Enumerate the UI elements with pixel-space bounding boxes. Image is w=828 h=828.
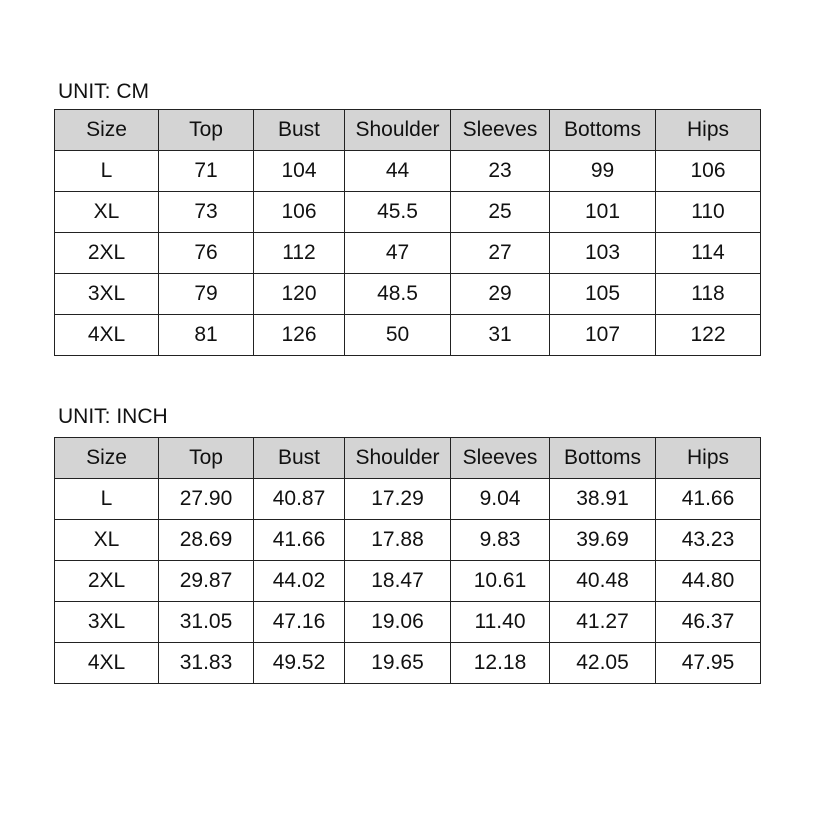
measurement-cell: 40.87 xyxy=(254,479,345,520)
measurement-cell: 18.47 xyxy=(345,561,451,602)
size-cell: 4XL xyxy=(55,315,159,356)
measurement-cell: 71 xyxy=(159,151,254,192)
measurement-cell: 27 xyxy=(451,233,550,274)
size-cell: 2XL xyxy=(55,561,159,602)
size-table-cm xyxy=(54,109,761,356)
table-row xyxy=(55,151,761,192)
column-header: Bust xyxy=(254,110,345,151)
table-row xyxy=(55,643,761,684)
measurement-cell: 29.87 xyxy=(159,561,254,602)
table-header xyxy=(55,110,761,151)
table-row xyxy=(55,561,761,602)
measurement-cell: 118 xyxy=(656,274,761,315)
measurement-cell: 47 xyxy=(345,233,451,274)
header-row xyxy=(55,438,761,479)
measurement-cell: 38.91 xyxy=(550,479,656,520)
column-header: Size xyxy=(55,110,159,151)
measurement-cell: 105 xyxy=(550,274,656,315)
measurement-cell: 44.80 xyxy=(656,561,761,602)
measurement-cell: 42.05 xyxy=(550,643,656,684)
measurement-cell: 31 xyxy=(451,315,550,356)
measurement-cell: 27.90 xyxy=(159,479,254,520)
table-row xyxy=(55,233,761,274)
measurement-cell: 112 xyxy=(254,233,345,274)
size-cell: 3XL xyxy=(55,602,159,643)
table-row xyxy=(55,602,761,643)
measurement-cell: 47.16 xyxy=(254,602,345,643)
size-cell: XL xyxy=(55,192,159,233)
measurement-cell: 110 xyxy=(656,192,761,233)
table-row xyxy=(55,274,761,315)
measurement-cell: 41.27 xyxy=(550,602,656,643)
measurement-cell: 9.83 xyxy=(451,520,550,561)
size-cell: XL xyxy=(55,520,159,561)
measurement-cell: 106 xyxy=(254,192,345,233)
measurement-cell: 50 xyxy=(345,315,451,356)
measurement-cell: 120 xyxy=(254,274,345,315)
measurement-cell: 41.66 xyxy=(254,520,345,561)
measurement-cell: 29 xyxy=(451,274,550,315)
measurement-cell: 11.40 xyxy=(451,602,550,643)
unit-label-cm: UNIT: CM xyxy=(58,80,149,103)
measurement-cell: 76 xyxy=(159,233,254,274)
column-header: Bottoms xyxy=(550,110,656,151)
measurement-cell: 23 xyxy=(451,151,550,192)
column-header: Hips xyxy=(656,438,761,479)
measurement-cell: 19.65 xyxy=(345,643,451,684)
measurement-cell: 49.52 xyxy=(254,643,345,684)
measurement-cell: 45.5 xyxy=(345,192,451,233)
measurement-cell: 46.37 xyxy=(656,602,761,643)
measurement-cell: 17.29 xyxy=(345,479,451,520)
measurement-cell: 10.61 xyxy=(451,561,550,602)
column-header: Top xyxy=(159,110,254,151)
size-cell: L xyxy=(55,479,159,520)
size-cell: 4XL xyxy=(55,643,159,684)
measurement-cell: 48.5 xyxy=(345,274,451,315)
column-header: Sleeves xyxy=(451,438,550,479)
measurement-cell: 31.05 xyxy=(159,602,254,643)
measurement-cell: 106 xyxy=(656,151,761,192)
measurement-cell: 81 xyxy=(159,315,254,356)
measurement-cell: 25 xyxy=(451,192,550,233)
table-body xyxy=(55,479,761,684)
measurement-cell: 17.88 xyxy=(345,520,451,561)
unit-label-inch: UNIT: INCH xyxy=(58,405,168,428)
size-cell: 2XL xyxy=(55,233,159,274)
header-row xyxy=(55,110,761,151)
measurement-cell: 47.95 xyxy=(656,643,761,684)
size-table-inch xyxy=(54,437,761,684)
column-header: Bust xyxy=(254,438,345,479)
measurement-cell: 79 xyxy=(159,274,254,315)
table-row xyxy=(55,315,761,356)
measurement-cell: 43.23 xyxy=(656,520,761,561)
measurement-cell: 12.18 xyxy=(451,643,550,684)
measurement-cell: 28.69 xyxy=(159,520,254,561)
measurement-cell: 9.04 xyxy=(451,479,550,520)
measurement-cell: 122 xyxy=(656,315,761,356)
measurement-cell: 114 xyxy=(656,233,761,274)
measurement-cell: 104 xyxy=(254,151,345,192)
measurement-cell: 73 xyxy=(159,192,254,233)
table-row xyxy=(55,520,761,561)
measurement-cell: 101 xyxy=(550,192,656,233)
measurement-cell: 107 xyxy=(550,315,656,356)
table-header xyxy=(55,438,761,479)
table-row xyxy=(55,192,761,233)
column-header: Size xyxy=(55,438,159,479)
measurement-cell: 126 xyxy=(254,315,345,356)
measurement-cell: 19.06 xyxy=(345,602,451,643)
size-cell: L xyxy=(55,151,159,192)
measurement-cell: 39.69 xyxy=(550,520,656,561)
column-header: Bottoms xyxy=(550,438,656,479)
measurement-cell: 99 xyxy=(550,151,656,192)
column-header: Sleeves xyxy=(451,110,550,151)
size-cell: 3XL xyxy=(55,274,159,315)
column-header: Hips xyxy=(656,110,761,151)
measurement-cell: 44.02 xyxy=(254,561,345,602)
column-header: Top xyxy=(159,438,254,479)
measurement-cell: 103 xyxy=(550,233,656,274)
table-body xyxy=(55,151,761,356)
measurement-cell: 41.66 xyxy=(656,479,761,520)
measurement-cell: 44 xyxy=(345,151,451,192)
column-header: Shoulder xyxy=(345,110,451,151)
measurement-cell: 31.83 xyxy=(159,643,254,684)
table-row xyxy=(55,479,761,520)
column-header: Shoulder xyxy=(345,438,451,479)
measurement-cell: 40.48 xyxy=(550,561,656,602)
